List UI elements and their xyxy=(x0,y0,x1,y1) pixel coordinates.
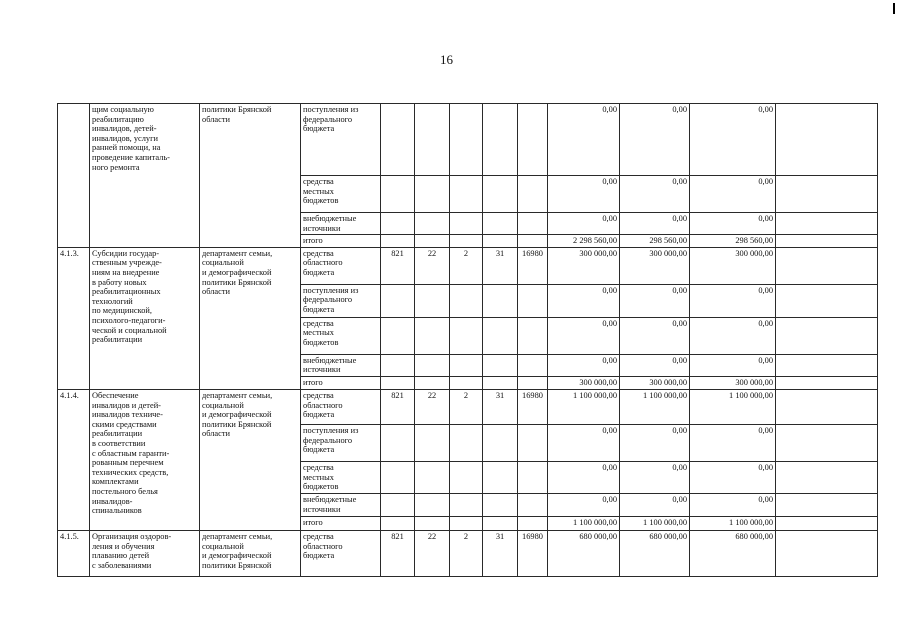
budget-code xyxy=(483,461,518,493)
table-row xyxy=(58,104,878,176)
budget-code xyxy=(381,104,415,176)
budget-code: 22 xyxy=(415,247,450,284)
budget-code xyxy=(381,376,415,389)
budget-code: 2 xyxy=(450,389,483,424)
table-row xyxy=(58,389,878,424)
blank-cell xyxy=(776,493,878,516)
amount-year-1: 0,00 xyxy=(548,317,620,354)
amount-year-3: 0,00 xyxy=(690,176,776,213)
funding-source: итого xyxy=(301,376,381,389)
budget-code xyxy=(518,284,548,317)
budget-code xyxy=(415,354,450,376)
budget-code xyxy=(483,493,518,516)
budget-code xyxy=(518,461,548,493)
budget-code xyxy=(518,317,548,354)
budget-code xyxy=(518,104,548,176)
amount-year-2: 0,00 xyxy=(620,461,690,493)
budget-code xyxy=(415,461,450,493)
amount-year-1: 1 100 000,00 xyxy=(548,389,620,424)
budget-code: 31 xyxy=(483,389,518,424)
budget-code xyxy=(381,176,415,213)
budget-code xyxy=(381,213,415,235)
amount-year-3: 0,00 xyxy=(690,461,776,493)
page-number: 16 xyxy=(440,52,453,67)
amount-year-1: 1 100 000,00 xyxy=(548,516,620,530)
budget-code xyxy=(381,317,415,354)
amount-year-1: 300 000,00 xyxy=(548,247,620,284)
budget-code xyxy=(381,516,415,530)
amount-year-1: 0,00 xyxy=(548,424,620,461)
budget-code: 821 xyxy=(381,247,415,284)
amount-year-2: 0,00 xyxy=(620,176,690,213)
item-executor: департамент семьи, социальной и демографической политики Брянской области xyxy=(200,247,301,389)
item-executor: департамент семьи, социальной и демографической политики Брянской xyxy=(200,530,301,576)
amount-year-1: 2 298 560,00 xyxy=(548,235,620,248)
item-number: 4.1.3. xyxy=(58,247,90,389)
blank-cell xyxy=(776,389,878,424)
budget-code xyxy=(415,317,450,354)
budget-code xyxy=(450,235,483,248)
budget-code xyxy=(483,354,518,376)
budget-code xyxy=(450,493,483,516)
amount-year-3: 0,00 xyxy=(690,104,776,176)
amount-year-2: 1 100 000,00 xyxy=(620,389,690,424)
blank-cell xyxy=(776,376,878,389)
funding-source: средства областного бюджета xyxy=(301,247,381,284)
amount-year-1: 0,00 xyxy=(548,461,620,493)
blank-cell xyxy=(776,235,878,248)
amount-year-3: 0,00 xyxy=(690,354,776,376)
amount-year-1: 300 000,00 xyxy=(548,376,620,389)
item-executor: политики Брянской области xyxy=(200,104,301,248)
budget-code xyxy=(450,317,483,354)
amount-year-2: 0,00 xyxy=(620,424,690,461)
budget-code xyxy=(415,235,450,248)
amount-year-3: 1 100 000,00 xyxy=(690,389,776,424)
amount-year-2: 0,00 xyxy=(620,284,690,317)
budget-code xyxy=(483,317,518,354)
table-row xyxy=(58,530,878,576)
budget-code xyxy=(415,213,450,235)
budget-code xyxy=(381,424,415,461)
amount-year-2: 680 000,00 xyxy=(620,530,690,576)
budget-code xyxy=(415,104,450,176)
budget-code xyxy=(450,176,483,213)
item-name: Организация оздоров- ления и обучения плаванию детей с заболеваниями xyxy=(90,530,200,576)
budget-code xyxy=(483,176,518,213)
budget-code xyxy=(518,354,548,376)
budget-code xyxy=(483,284,518,317)
amount-year-1: 0,00 xyxy=(548,354,620,376)
budget-code: 31 xyxy=(483,530,518,576)
amount-year-2: 298 560,00 xyxy=(620,235,690,248)
amount-year-2: 0,00 xyxy=(620,317,690,354)
budget-code xyxy=(381,284,415,317)
amount-year-3: 0,00 xyxy=(690,424,776,461)
item-name: Субсидии государ- ственным учрежде- ниям на внедрение в работу новых реабилитационных технологий по медицинской, психолого-педагоги- ческой и социальной реабилитации xyxy=(90,247,200,389)
budget-code: 821 xyxy=(381,389,415,424)
amount-year-3: 0,00 xyxy=(690,317,776,354)
amount-year-2: 300 000,00 xyxy=(620,376,690,389)
funding-source: внебюджетные источники xyxy=(301,354,381,376)
budget-code xyxy=(483,235,518,248)
budget-code xyxy=(381,354,415,376)
amount-year-2: 300 000,00 xyxy=(620,247,690,284)
funding-source: внебюджетные источники xyxy=(301,213,381,235)
budget-code xyxy=(518,516,548,530)
budget-code xyxy=(381,493,415,516)
amount-year-1: 0,00 xyxy=(548,493,620,516)
budget-code xyxy=(450,354,483,376)
budget-code xyxy=(450,461,483,493)
blank-cell xyxy=(776,247,878,284)
budget-code xyxy=(415,284,450,317)
edge-mark xyxy=(893,3,895,14)
budget-code xyxy=(483,104,518,176)
item-number: 4.1.4. xyxy=(58,389,90,530)
budget-code xyxy=(518,176,548,213)
blank-cell xyxy=(776,284,878,317)
item-executor: департамент семьи, социальной и демографической политики Брянской области xyxy=(200,389,301,530)
amount-year-2: 0,00 xyxy=(620,104,690,176)
budget-code: 821 xyxy=(381,530,415,576)
budget-code xyxy=(450,104,483,176)
funding-source: итого xyxy=(301,516,381,530)
funding-source: внебюджетные источники xyxy=(301,493,381,516)
budget-code: 16980 xyxy=(518,247,548,284)
budget-code xyxy=(518,213,548,235)
item-name: щим социальную реабилитацию инвалидов, детей- инвалидов, услуги ранней помощи, на проведение капиталь- ного ремонта xyxy=(90,104,200,248)
budget-code xyxy=(415,376,450,389)
amount-year-3: 1 100 000,00 xyxy=(690,516,776,530)
blank-cell xyxy=(776,354,878,376)
budget-code xyxy=(450,213,483,235)
budget-code: 16980 xyxy=(518,389,548,424)
budget-code xyxy=(450,424,483,461)
budget-code xyxy=(415,176,450,213)
budget-code xyxy=(518,376,548,389)
budget-code xyxy=(483,424,518,461)
budget-code xyxy=(415,424,450,461)
blank-cell xyxy=(776,104,878,176)
funding-source: средства областного бюджета xyxy=(301,389,381,424)
amount-year-3: 0,00 xyxy=(690,284,776,317)
amount-year-3: 0,00 xyxy=(690,213,776,235)
blank-cell xyxy=(776,317,878,354)
blank-cell xyxy=(776,516,878,530)
budget-code xyxy=(381,235,415,248)
funding-source: поступления из федерального бюджета xyxy=(301,284,381,317)
funding-source: поступления из федерального бюджета xyxy=(301,424,381,461)
budget-code xyxy=(518,493,548,516)
amount-year-1: 0,00 xyxy=(548,176,620,213)
blank-cell xyxy=(776,176,878,213)
amount-year-1: 0,00 xyxy=(548,213,620,235)
budget-code xyxy=(450,284,483,317)
budget-code: 16980 xyxy=(518,530,548,576)
funding-source: средства областного бюджета xyxy=(301,530,381,576)
amount-year-3: 298 560,00 xyxy=(690,235,776,248)
funding-source: средства местных бюджетов xyxy=(301,317,381,354)
amount-year-3: 0,00 xyxy=(690,493,776,516)
budget-code: 22 xyxy=(415,530,450,576)
item-number: 4.1.5. xyxy=(58,530,90,576)
blank-cell xyxy=(776,530,878,576)
funding-source: поступления из федерального бюджета xyxy=(301,104,381,176)
budget-code xyxy=(518,235,548,248)
amount-year-3: 680 000,00 xyxy=(690,530,776,576)
blank-cell xyxy=(776,424,878,461)
budget-code xyxy=(450,376,483,389)
budget-table xyxy=(57,103,878,577)
budget-code: 31 xyxy=(483,247,518,284)
funding-source: средства местных бюджетов xyxy=(301,176,381,213)
amount-year-3: 300 000,00 xyxy=(690,376,776,389)
budget-code xyxy=(381,461,415,493)
budget-code xyxy=(415,516,450,530)
blank-cell xyxy=(776,213,878,235)
amount-year-2: 0,00 xyxy=(620,213,690,235)
funding-source: итого xyxy=(301,235,381,248)
amount-year-1: 0,00 xyxy=(548,104,620,176)
budget-code xyxy=(483,376,518,389)
budget-code: 2 xyxy=(450,530,483,576)
amount-year-1: 0,00 xyxy=(548,284,620,317)
budget-code: 2 xyxy=(450,247,483,284)
table-row xyxy=(58,247,878,284)
amount-year-3: 300 000,00 xyxy=(690,247,776,284)
item-number xyxy=(58,104,90,248)
budget-code xyxy=(483,516,518,530)
amount-year-2: 1 100 000,00 xyxy=(620,516,690,530)
budget-code xyxy=(450,516,483,530)
amount-year-2: 0,00 xyxy=(620,493,690,516)
budget-code: 22 xyxy=(415,389,450,424)
funding-source: средства местных бюджетов xyxy=(301,461,381,493)
blank-cell xyxy=(776,461,878,493)
amount-year-1: 680 000,00 xyxy=(548,530,620,576)
item-name: Обеспечение инвалидов и детей- инвалидов техниче- скими средствами реабилитации в соответствии с областным гаранти- рованным перечнем технических средств, комплектами постельного белья инвалидов- спинальников xyxy=(90,389,200,530)
budget-code xyxy=(415,493,450,516)
budget-code xyxy=(483,213,518,235)
budget-code xyxy=(518,424,548,461)
amount-year-2: 0,00 xyxy=(620,354,690,376)
